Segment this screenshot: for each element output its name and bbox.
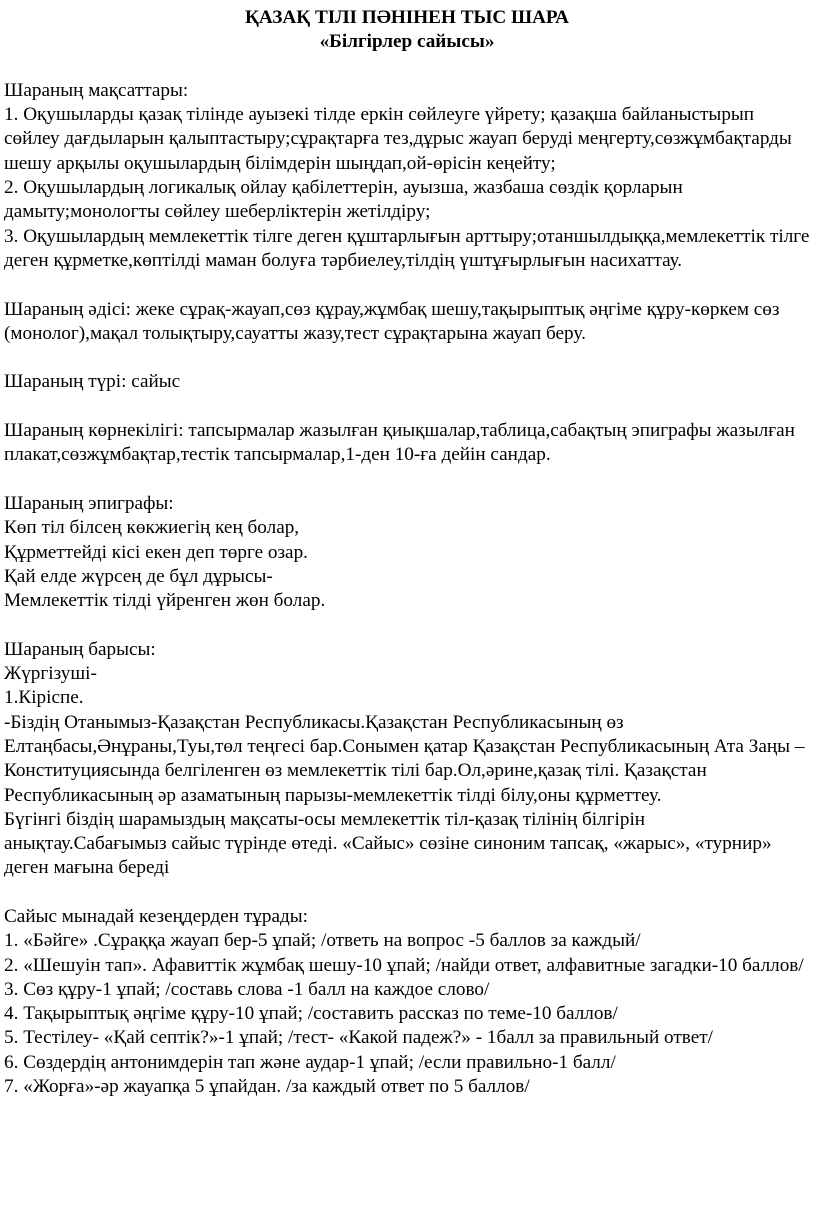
stage-item: 7. «Жорға»-әр жауапқа 5 ұпайдан. /за каждый ответ по 5 баллов/ xyxy=(4,1076,530,1098)
progress-heading: Шараның барысы: xyxy=(4,638,156,660)
spacer xyxy=(4,613,810,637)
stage-item: 3. Сөз құру-1 ұпай; /составь слова -1 балл на каждое слово/ xyxy=(4,978,490,1000)
spacer xyxy=(4,55,810,79)
spacer xyxy=(4,273,810,297)
stage-item: 4. Тақырыптық әңгіме құру-10 ұпай; /составить рассказ по теме-10 баллов/ xyxy=(4,1003,618,1025)
epigraph-line: Құрметтейді кісі екен деп төрге озар. xyxy=(4,541,308,563)
document-title: ҚАЗАҚ ТІЛІ ПӘНІНЕН ТЫС ШАРА xyxy=(244,7,570,28)
host-label: Жүргізуші- xyxy=(4,663,97,685)
epigraph-line: Көп тіл білсең көкжиегің кең болар, xyxy=(4,517,300,539)
stage-item: 2. «Шешуін тап». Афавиттік жұмбақ шешу-10 ұпай; /найди ответ, алфавитные загадки-10 баллов/ xyxy=(4,954,804,976)
stage-item: 6. Сөздердің антонимдерін тап және аудар-1 ұпай; /если правильно-1 балл/ xyxy=(4,1051,616,1073)
today-paragraph: Бүгінгі біздің шарамыздың мақсаты-осы мемлекеттік тіл-қазақ тілінің білгірін анықтау.Сабағымыз сайыс түрінде өтеді. «Сайыс» сөзіне синоним тапсақ, «жарыс», «турнир» деген мағына береді xyxy=(4,808,772,879)
goal-item: 1. Оқушыларды қазақ тілінде ауызекі тілде еркін сөйлеуге үйрету; қазақша байланыстырып сөйлеу дағдыларын қалыптастыру;сұрақтарға тез,дұрыс жауап беруді меңгерту,сөзжұмбақтарды шешу арқылы оқушылардың білімдерін шыңдап,ой-өрісін кеңейту; xyxy=(4,104,792,174)
stage-item: 5. Тестілеу- «Қай септік?»-1 ұпай; /тест- «Какой падеж?» - 1балл за правильный ответ/ xyxy=(4,1027,713,1049)
epigraph-heading: Шараның эпиграфы: xyxy=(4,492,174,514)
goal-item: 3. Оқушылардың мемлекеттік тілге деген құштарлығын арттыру;отаншылдыққа,мемлекеттік тілге деген құрметке,көптілді маман болуға тәрбиелеу,тілдің үштұғырлығын насихаттау. xyxy=(4,225,810,271)
epigraph-line: Мемлекеттік тілді үйренген жөн болар. xyxy=(4,590,326,612)
document-subtitle: «Білгірлер сайысы» xyxy=(319,31,495,53)
stages-heading: Сайыс мынадай кезеңдерден тұрады: xyxy=(4,905,308,927)
spacer xyxy=(4,468,810,492)
type-paragraph: Шараның түрі: сайыс xyxy=(4,371,181,393)
method-paragraph: Шараның әдісі: жеке сұрақ-жауап,сөз құрау,жұмбақ шешу,тақырыптық әңгіме құру-көркем сөз (монолог),мақал толықтыру,сауатты жазу,тест сұрақтарына жауап беру. xyxy=(4,298,780,344)
intro-title: 1.Кіріспе. xyxy=(4,687,84,709)
goal-item: 2. Оқушылардың логикалық ойлау қабілеттерін, ауызша, жазбаша сөздік қорларын дамыту;монологты сөйлеу шеберліктерін жетілдіру; xyxy=(4,177,683,223)
spacer xyxy=(4,395,810,419)
visual-aids-paragraph: Шараның көрнекілігі: тапсырмалар жазылған қиықшалар,таблица,сабақтың эпиграфы жазылған плакат,сөзжұмбақтар,тестік тапсырмалар,1-ден 10-ға дейін сандар. xyxy=(4,420,795,466)
spacer xyxy=(4,881,810,905)
intro-paragraph: -Біздің Отанымыз-Қазақстан Республикасы.Қазақстан Республикасының өз Елтаңбасы,Әнұраны,Туы,төл теңгесі бар.Сонымен қатар Қазақстан Республикасының Ата Заңы –Конституциясында белгіленген өз мемлекеттік тілі бар.Ол,әрине,қазақ тілі. Қазақстан Республикасының әр азаматының парызы-мемлекеттік тілді білу,оны құрметтеу. xyxy=(4,711,805,806)
spacer xyxy=(4,346,810,370)
stage-item: 1. «Бәйге» .Сұраққа жауап бер-5 ұпай; /ответь на вопрос -5 баллов за каждый/ xyxy=(4,930,641,952)
epigraph-line: Қай елде жүрсең де бұл дұрысы- xyxy=(4,565,273,587)
goals-heading: Шараның мақсаттары: xyxy=(4,79,189,101)
